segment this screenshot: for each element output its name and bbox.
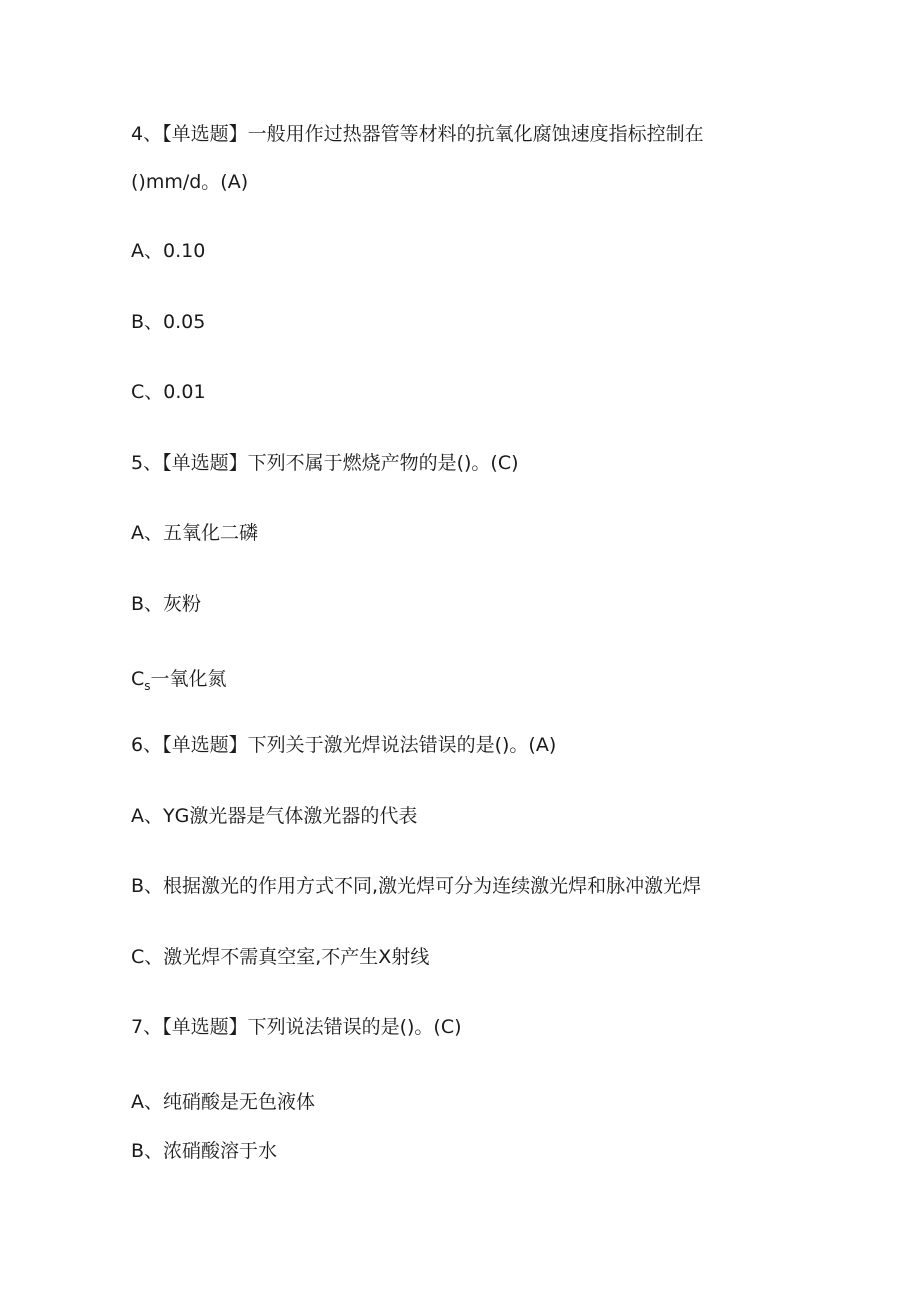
- question-4-option-b: B、0.05: [131, 311, 206, 333]
- question-4-stem-continued: ()mm/d。(A): [131, 171, 249, 193]
- question-7-stem: 7、【单选题】下列说法错误的是()。(C): [131, 1016, 462, 1038]
- question-4-stem: 4、【单选题】一般用作过热器管等材料的抗氧化腐蚀速度指标控制在: [131, 123, 704, 145]
- question-7-option-a: A、纯硝酸是无色液体: [131, 1091, 315, 1113]
- option-c-text: 一氧化氮: [150, 668, 227, 690]
- question-6-option-b: B、根据激光的作用方式不同,激光焊可分为连续激光焊和脉冲激光焊: [131, 875, 702, 897]
- question-4-option-a: A、0.10: [131, 240, 206, 262]
- question-5-option-c: [131, 667, 227, 693]
- question-5-option-a: A、五氧化二磷: [131, 522, 258, 544]
- option-c-subscript: s: [144, 679, 151, 693]
- question-4-option-c: C、0.01: [131, 381, 206, 403]
- question-5-option-b: B、灰粉: [131, 593, 202, 615]
- question-6-option-c: C、激光焊不需真空室,不产生X射线: [131, 946, 430, 968]
- question-6-stem: 6、【单选题】下列关于激光焊说法错误的是()。(A): [131, 734, 557, 756]
- option-c-letter: C: [131, 668, 145, 690]
- question-6-option-a: A、YG激光器是气体激光器的代表: [131, 805, 418, 827]
- question-7-option-b: B、浓硝酸溶于水: [131, 1140, 278, 1162]
- question-5-stem: 5、【单选题】下列不属于燃烧产物的是()。(C): [131, 452, 519, 474]
